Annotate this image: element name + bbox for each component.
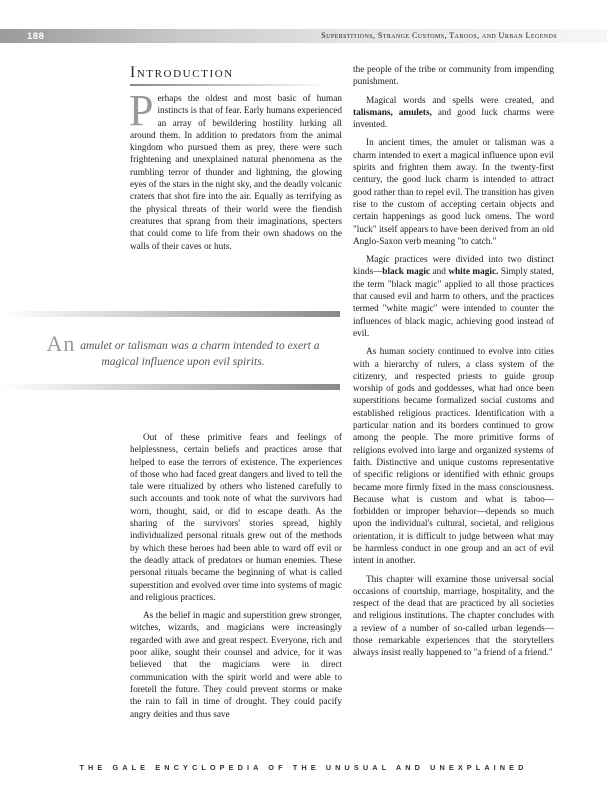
paragraph: Magic practices were divided into two distinct kinds—black magic and white magic. Simply stated, the term "black magic" applied to all those practices that caused evil and harm to others, and the practices termed "white magic" were intended to counter the influences of black magic, achieving good instead of evil. [353,255,554,339]
pull-quote-text: amulet or talisman was a charm intended to exert a magical influence upon evil spirits. [77,339,320,368]
drop-cap: P [129,86,154,135]
paragraph: This chapter will examine those universal social occasions of courtship, marriage, hospitality, and the respect of the dead that are practiced by all societies and religious institutions. The chapter concludes with a review of a number of so-called urban legends—those remarkable experiences that the storytellers always insist really happened to "a friend of a friend." [353,574,554,659]
bold-term: black magic [382,267,431,278]
left-column-top [129,86,342,253]
paragraph: the people of the tribe or community from impending punishment. [353,65,554,88]
bold-term: talismans, amulets, [353,107,432,118]
footer-title: THE GALE ENCYCLOPEDIA OF THE UNUSUAL AND UNEXPLAINED [79,763,528,772]
page-number: 188 [27,31,45,42]
right-column [353,64,554,660]
pull-quote-lead: An [46,331,76,356]
paragraph: As human society continued to evolve into cities with a hierarchy of rulers, a class system of the citizenry, and respected priests to guide group worship of gods and goddesses, what had once been superstitions became formalized social customs and established religious practices. Identification with a particular nation and its borders continued to grow among the people. The more primitive forms of religions evolved into large and organized systems of faith. Distinctive and unique customs representative of specific religions or identified with ethnic groups became more firmly fixed in the mass consciousness. Because what is custom and what is taboo—forbidden or improper behavior—depends so much upon the individual's cultural, societal, and religious orientation, it is difficult to judge between what may be harmless conduct in one group and an act of evil intent in another. [353,347,554,567]
pull-quote-rule-bottom [0,384,340,390]
bold-term: white magic. [448,267,499,278]
running-head: Superstitions, Strange Customs, Taboos, and Urban Legends [321,31,557,40]
left-column-bottom [130,432,342,721]
intro-paragraph: Perhaps the oldest and most basic of human instincts is that of fear. Early humans experienced an array of bewildering hostility lurking all around them. In addition to predators from the animal kingdom who pursued them as prey, there were such frightening and unexplained natural phenomena as the rumbling terror of thunder and lightning, the glowing eyes of the stars in the night sky, and the deadly volcanic craters that shot fire into the air. Equally as terrifying as the physical threats of their world were the fiendish creatures that sprang from their imaginations, specters that could come to life from their own shadows on the walls of their caves or huts. [129,86,342,252]
pull-quote-rule-top [0,311,340,317]
title-underline [130,84,330,86]
section-title: Introduction [130,64,234,81]
paragraph: Out of these primitive fears and feelings of helplessness, certain beliefs and practices arose that helped to ease the terrors of existence. The experiences of those who had faced great dangers and lived to tell the tale were ritualized by others who listened carefully to such accounts and took note of what the survivors had worn, thought, said, or did to escape death. As the sharing of the survivors' stories spread, highly individualized personal rituals grew out of the methods by which these heroes had been able to ward off evil or the deadly attack of predators or human enemies. These personal rituals became the beginning of what is called superstition and evolved over time into systems of magic and religious practices. [130,433,342,603]
paragraph: Magical words and spells were created, and talismans, amulets, and good luck charms were invented. [353,95,554,131]
paragraph: In ancient times, the amulet or talisman was a charm intended to exert a magical influence upon evil spirits and frighten them away. In the twenty-first century, the good luck charm is intended to attract good rather than to repel evil. The transition has given rise to the custom of accepting certain objects and certain happenings as good luck omens. The word "luck" itself appears to have been derived from an old Anglo-Saxon verb meaning "to catch." [353,138,554,247]
paragraph: As the belief in magic and superstition grew stronger, witches, wizards, and magicians were increasingly regarded with awe and great respect. Everyone, rich and poor alike, sought their counsel and advice, for it was believed that the magicians were in direct communication with the spirit world and were able to foretell the future. They could prevent storms or make the rain to fall in time of drought. They could pacify angry deities and thus save [130,611,342,720]
pull-quote [28,331,338,370]
